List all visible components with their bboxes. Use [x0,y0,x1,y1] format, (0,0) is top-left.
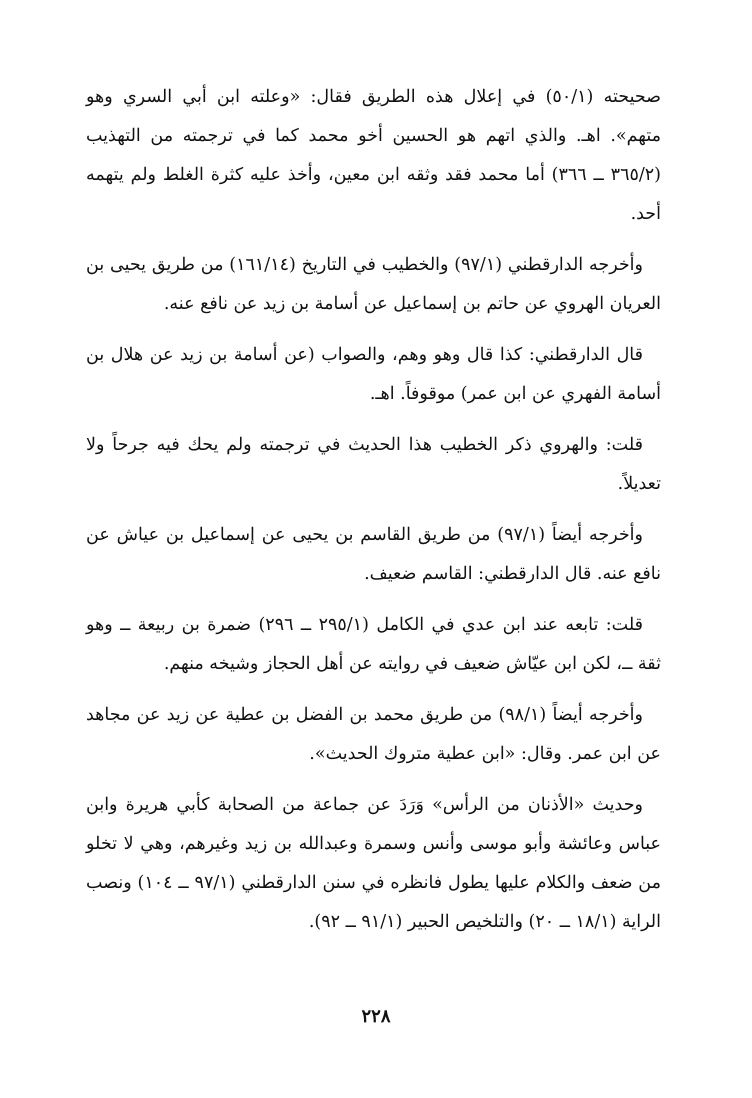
paragraph-7: وأخرجه أيضاً (٩٨/١) من طريق محمد بن الفضل بن عطية عن زيد عن مجاهد عن ابن عمر. وقال: «ابن عطية متروك الحديث». [86,705,661,764]
paragraph-8: وحديث «الأذنان من الرأس» وَرَدَ عن جماعة من الصحابة كأبي هريرة وابن عباس وعائشة وأبو موسى وأنس وسمرة وعبدالله بن زيد وغيرهم، وهي لا تخلو من ضعف والكلام عليها يطول فانظره في سنن الدارقطني (٩٧/١ ــ ١٠٤) ونصب الراية (١٨/١ ــ ٢٠) والتلخيص الحبير (٩١/١ ــ ٩٢). [86,795,662,932]
paragraph-1: صحيحته (٥٠/١) في إعلال هذه الطريق فقال: «وعلته ابن أبي السري وهو متهم». اهـ. والذي اتهم هو الحسين أخو محمد كما في ترجمته من التهذيب (٣٦٥/٢ ــ ٣٦٦) أما محمد فقد وثقه ابن معين، وأخذ عليه كثرة الغلط ولم يتهمه أحد. [86,87,661,224]
paragraph-6: قلت: تابعه عند ابن عدي في الكامل (٢٩٥/١ ــ ٢٩٦) ضمرة بن ربيعة ــ وهو ثقة ــ، لكن ابن عيّاش ضعيف في روايته عن أهل الحجاز وشيخه منهم. [86,615,661,674]
page-body [86,78,661,954]
paragraph-4: قلت: والهروي ذكر الخطيب هذا الحديث في ترجمته ولم يحك فيه جرحاً ولا تعديلاً. [86,435,661,494]
paragraph-3: قال الدارقطني: كذا قال وهو وهم، والصواب (عن أسامة بن زيد عن هلال بن أسامة الفهري عن ابن عمر) موقوفاً. اهـ. [86,345,661,404]
paragraph-5: وأخرجه أيضاً (٩٧/١) من طريق القاسم بن يحيى عن إسماعيل بن عياش عن نافع عنه. قال الدارقطني: القاسم ضعيف. [86,525,661,584]
paragraph-2: وأخرجه الدارقطني (٩٧/١) والخطيب في التاريخ (١٦١/١٤) من طريق يحيى بن العريان الهروي عن حاتم بن إسماعيل عن أسامة بن زيد عن نافع عنه. [86,255,661,314]
page-number: ٢٢٨ [361,1006,391,1027]
